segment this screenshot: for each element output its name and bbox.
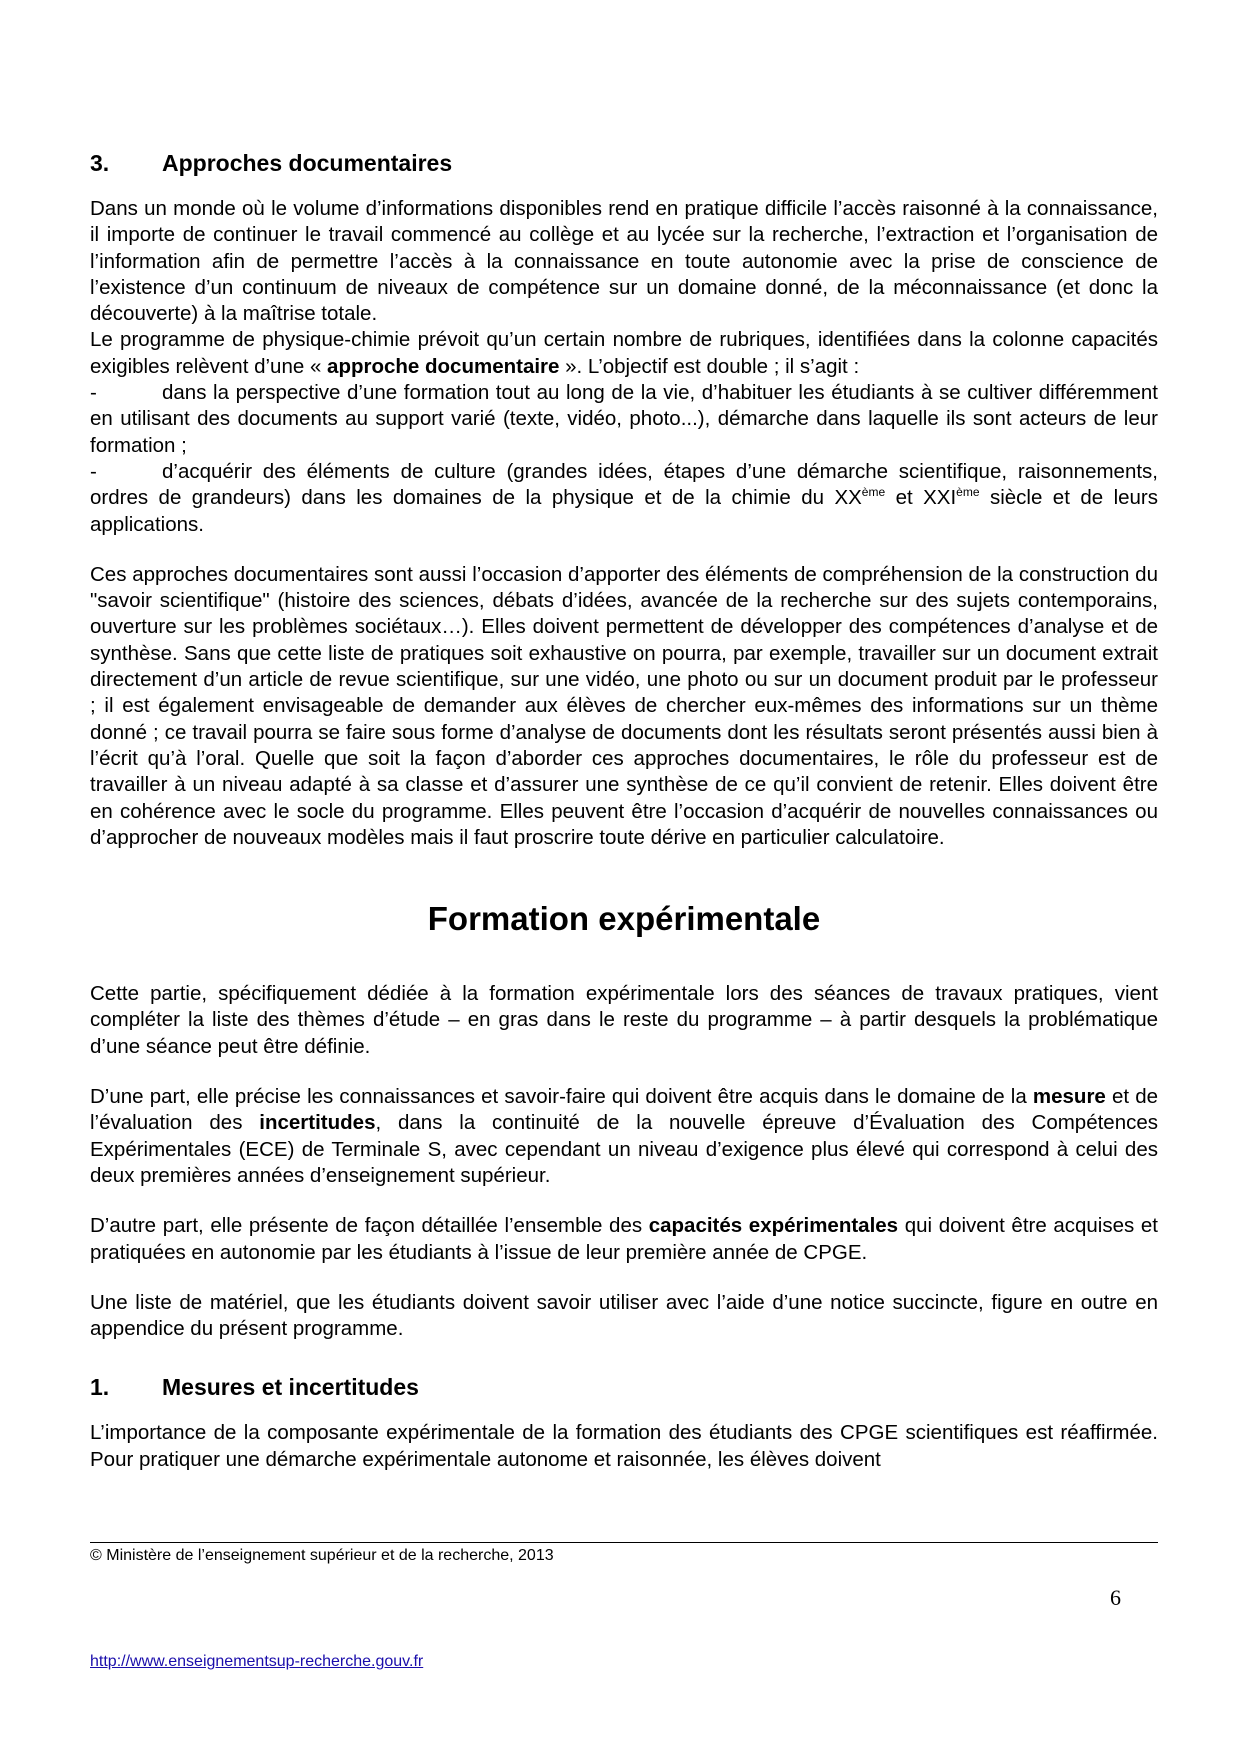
bullet-1-text: dans la perspective d’une formation tout au long de la vie, d’habituer les étudiants à se cultiver différemment en utilisant des documents au support varié (texte, vidéo, photo...), démarche dans laquelle ils sont acteurs de leur formation ;	[90, 381, 1158, 457]
formation-paragraph-1: Cette partie, spécifiquement dédiée à la formation expérimentale lors des séances de travaux pratiques, vient compléter la liste des thèmes d’étude – en gras dans le reste du programme – à partir desquels la problématique d’une séance peut être définie.	[90, 982, 1158, 1058]
bullet-item-2	[90, 459, 1158, 538]
formation-title: Formation expérimentale	[427, 900, 821, 938]
bullet-item-1	[90, 380, 1158, 459]
footer-copyright: © Ministère de l’enseignement supérieur et de la recherche, 2013	[90, 1547, 554, 1564]
section-3-heading	[90, 148, 1158, 178]
fp2-bold-mesure: mesure	[1032, 1085, 1106, 1109]
bullet-dash: -	[90, 381, 97, 405]
fp3-bold: capacités expérimentales	[648, 1214, 899, 1238]
bullet-2-start: d’acquérir des éléments de culture (grandes idées, étapes d’une démarche scientifique, raisonnements, ordres de grandeurs) dans les domaines de la physique et de la chimie du XX	[90, 459, 1158, 510]
footer-divider	[90, 1542, 1158, 1543]
fp2-a: D’une part, elle précise les connaissances et savoir-faire qui doivent être acquis dans le domaine de la	[90, 1085, 1033, 1109]
fp2-bold-incertitudes: incertitudes	[259, 1111, 376, 1135]
fp3-b: qui doivent être acquises et pratiquées en autonomie par les étudiants à l’issue de leur première année de CPGE.	[90, 1214, 1158, 1264]
section-3-number: 3.	[90, 150, 110, 176]
fp2-c: , dans la continuité de la nouvelle épreuve d’Évaluation des Compétences Expérimentales (ECE) de Terminale S, avec cependant un niveau d’exigence plus élevé qui correspond à celui des deux premières années d’enseignement supérieur.	[90, 1111, 1159, 1187]
formation-paragraph-3	[90, 1213, 1158, 1266]
page-content	[90, 148, 1158, 1473]
section-1-title: Mesures et incertitudes	[162, 1374, 419, 1401]
p2-bold: approche documentaire	[327, 354, 560, 378]
bullet-2-end: siècle et de leurs applications.	[90, 486, 1159, 536]
section-3-paragraph-3: Ces approches documentaires sont aussi l’occasion d’apporter des éléments de compréhension de la construction du "savoir scientifique" (histoire des sciences, débats d’idées, avancée de la recherche sur des sujets contemporains, ouverture sur les problèmes sociétaux…). Elles doivent permettent de développer des compétences d’analyse et de synthèse. Sans que cette liste de pratiques soit exhaustive on pourra, par exemple, travailler sur un document extrait directement d’un article de revue scientifique, sur une vidéo, une photo ou sur un document produit par le professeur ; il est également envisageable de demander aux élèves de chercher eux-mêmes des informations sur un thème donné ; ce travail pourra se faire sous forme d’analyse de documents dont les résultats seront présentés aussi bien à l’écrit qu’à l’oral. Quelle que soit la façon d’aborder ces approches documentaires, le rôle du professeur est de travailler à un niveau adapté à sa classe et d’assurer une synthèse de ce qu’il convient de retenir. Elles doivent être en cohérence avec le socle du programme. Elles peuvent être l’occasion d’acquérir de nouvelles connaissances ou d’approcher de nouveaux modèles mais il faut proscrire toute dérive en particulier calculatoire.	[90, 562, 1158, 849]
bullet-2-mid: et XXI	[885, 486, 957, 510]
ministry-link[interactable]: http://www.enseignementsup-recherche.gouv.fr	[90, 1653, 424, 1670]
p2-start: Le programme de physique-chimie prévoit qu’un certain nombre de rubriques, identifiées dans la colonne capacités exigibles relèvent d’une «	[90, 328, 1158, 378]
section-3-paragraph-2	[90, 327, 1158, 380]
section-1-number: 1.	[90, 1374, 110, 1401]
section-3-title: Approches documentaires	[162, 150, 453, 176]
page-footer	[90, 1542, 1158, 1567]
section-1-heading	[90, 1372, 1158, 1402]
bullet-dash: -	[90, 459, 97, 483]
formation-paragraph-4: Une liste de matériel, que les étudiants doivent savoir utiliser avec l’aide d’une notice succincte, figure en outre en appendice du présent programme.	[90, 1290, 1158, 1341]
section-1-paragraph-1: L’importance de la composante expérimentale de la formation des étudiants des CPGE scientifiques est réaffirmée. Pour pratiquer une démarche expérimentale autonome et raisonnée, les élèves doivent	[90, 1421, 1158, 1471]
fp2-b: et de l’évaluation des	[90, 1085, 1158, 1135]
bullet-2-sup-2: ème	[956, 485, 980, 500]
section-3-paragraph-1: Dans un monde où le volume d’informations disponibles rend en pratique difficile l’accès raisonné à la connaissance, il importe de continuer le travail commencé au collège et au lycée sur la recherche, l’extraction et l’organisation de l’information afin de permettre l’accès à la connaissance en toute autonomie avec la prise de conscience de l’existence d’un continuum de niveaux de compétence sur un domaine donné, de la méconnaissance (et donc la découverte) à la maîtrise totale.	[90, 197, 1158, 326]
formation-paragraph-2	[90, 1084, 1158, 1189]
page-number: 6	[1110, 1585, 1121, 1610]
fp3-a: D’autre part, elle présente de façon détaillée l’ensemble des	[90, 1214, 649, 1238]
bullet-2-sup-1: ème	[861, 485, 886, 500]
p2-end: ». L’objectif est double ; il s’agit :	[559, 354, 860, 378]
